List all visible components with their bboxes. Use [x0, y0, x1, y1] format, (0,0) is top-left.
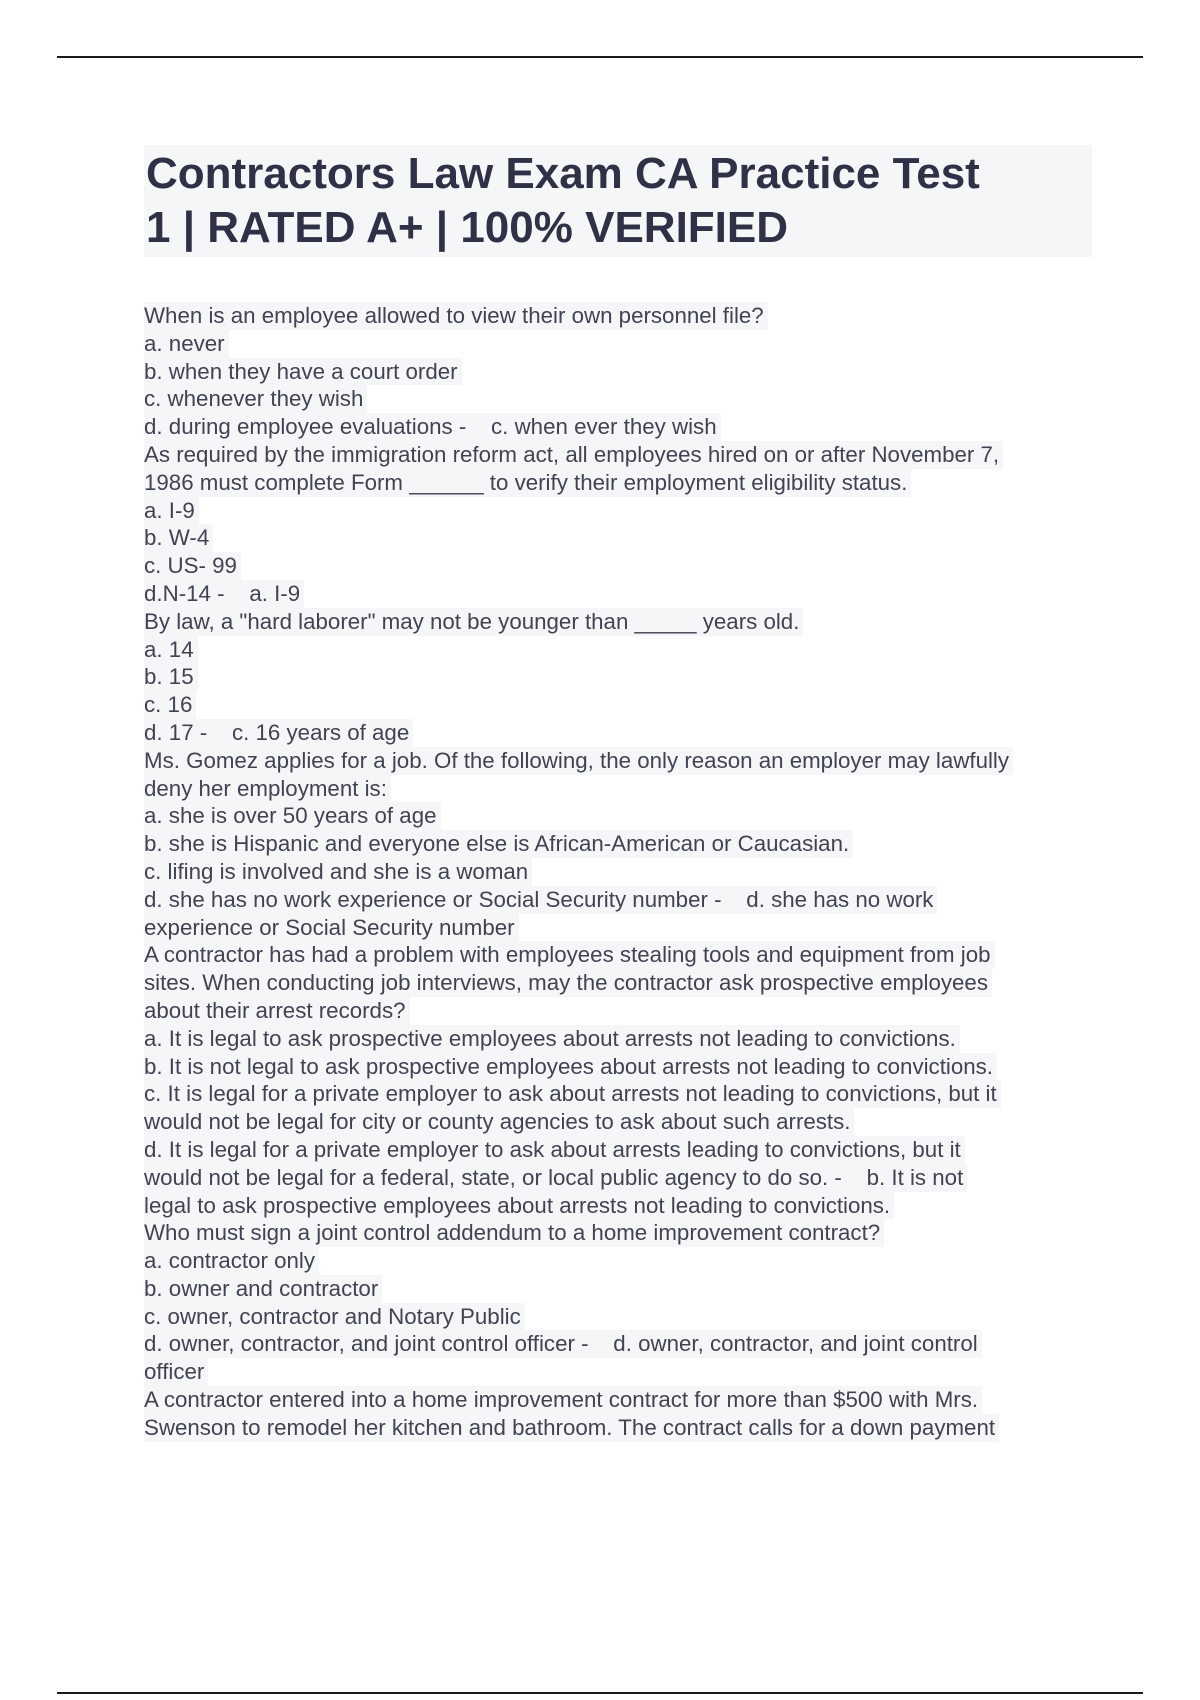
body-line: By law, a "hard laborer" may not be younger than _____ years old. — [144, 608, 803, 636]
body-line: A contractor entered into a home improvement contract for more than $500 with Mrs. — [144, 1386, 982, 1414]
body-line: a. 14 — [144, 636, 198, 664]
bottom-divider — [57, 1692, 1143, 1694]
body-line: Ms. Gomez applies for a job. Of the following, the only reason an employer may lawfully — [144, 747, 1013, 775]
body-line: d.N-14 - a. I-9 — [144, 580, 304, 608]
body-line: c. owner, contractor and Notary Public — [144, 1303, 525, 1331]
body-line: d. during employee evaluations - c. when ever they wish — [144, 413, 721, 441]
body-line: experience or Social Security number — [144, 914, 519, 942]
body-line: As required by the immigration reform act, all employees hired on or after November 7, — [144, 441, 1003, 469]
body-line: c. It is legal for a private employer to ask about arrests not leading to convictions, but it — [144, 1080, 1001, 1108]
body-line: c. US- 99 — [144, 552, 241, 580]
body-line: legal to ask prospective employees about arrests not leading to convictions. — [144, 1192, 894, 1220]
body-line: d. owner, contractor, and joint control officer - d. owner, contractor, and joint control — [144, 1330, 982, 1358]
title-text — [146, 147, 1090, 255]
body-line: b. 15 — [144, 663, 198, 691]
body-line: would not be legal for city or county agencies to ask about such arrests. — [144, 1108, 854, 1136]
top-divider — [57, 56, 1143, 58]
body-line: 1986 must complete Form ______ to verify their employment eligibility status. — [144, 469, 911, 497]
title-line-1: Contractors Law Exam CA Practice Test — [146, 149, 980, 198]
body-line: b. owner and contractor — [144, 1275, 382, 1303]
body-line: b. W-4 — [144, 524, 213, 552]
body-line: d. she has no work experience or Social Security number - d. she has no work — [144, 886, 937, 914]
body-line: about their arrest records? — [144, 997, 410, 1025]
body-line: d. 17 - c. 16 years of age — [144, 719, 413, 747]
body-line: Who must sign a joint control addendum to a home improvement contract? — [144, 1219, 884, 1247]
title-line-2: 1 | RATED A+ | 100% VERIFIED — [146, 203, 789, 252]
body-line: c. whenever they wish — [144, 385, 367, 413]
body-line: b. when they have a court order — [144, 358, 462, 386]
body-line: deny her employment is: — [144, 775, 391, 803]
document-body — [144, 302, 1104, 1442]
document-title — [144, 145, 1092, 257]
body-line: would not be legal for a federal, state, or local public agency to do so. - b. It is not — [144, 1164, 967, 1192]
body-line: Swenson to remodel her kitchen and bathroom. The contract calls for a down payment — [144, 1414, 999, 1442]
body-line: c. lifing is involved and she is a woman — [144, 858, 532, 886]
body-line: b. she is Hispanic and everyone else is African-American or Caucasian. — [144, 830, 853, 858]
body-line: A contractor has had a problem with employees stealing tools and equipment from job — [144, 941, 995, 969]
body-line: a. I-9 — [144, 497, 199, 525]
body-line: officer — [144, 1358, 208, 1386]
body-line: a. she is over 50 years of age — [144, 802, 441, 830]
body-line: sites. When conducting job interviews, may the contractor ask prospective employees — [144, 969, 992, 997]
body-line: d. It is legal for a private employer to ask about arrests leading to convictions, but it — [144, 1136, 965, 1164]
body-line: c. 16 — [144, 691, 196, 719]
body-line: b. It is not legal to ask prospective employees about arrests not leading to convictions. — [144, 1053, 997, 1081]
body-line: a. contractor only — [144, 1247, 319, 1275]
body-line: When is an employee allowed to view their own personnel file? — [144, 302, 768, 330]
body-line: a. never — [144, 330, 229, 358]
body-line: a. It is legal to ask prospective employees about arrests not leading to convictions. — [144, 1025, 960, 1053]
